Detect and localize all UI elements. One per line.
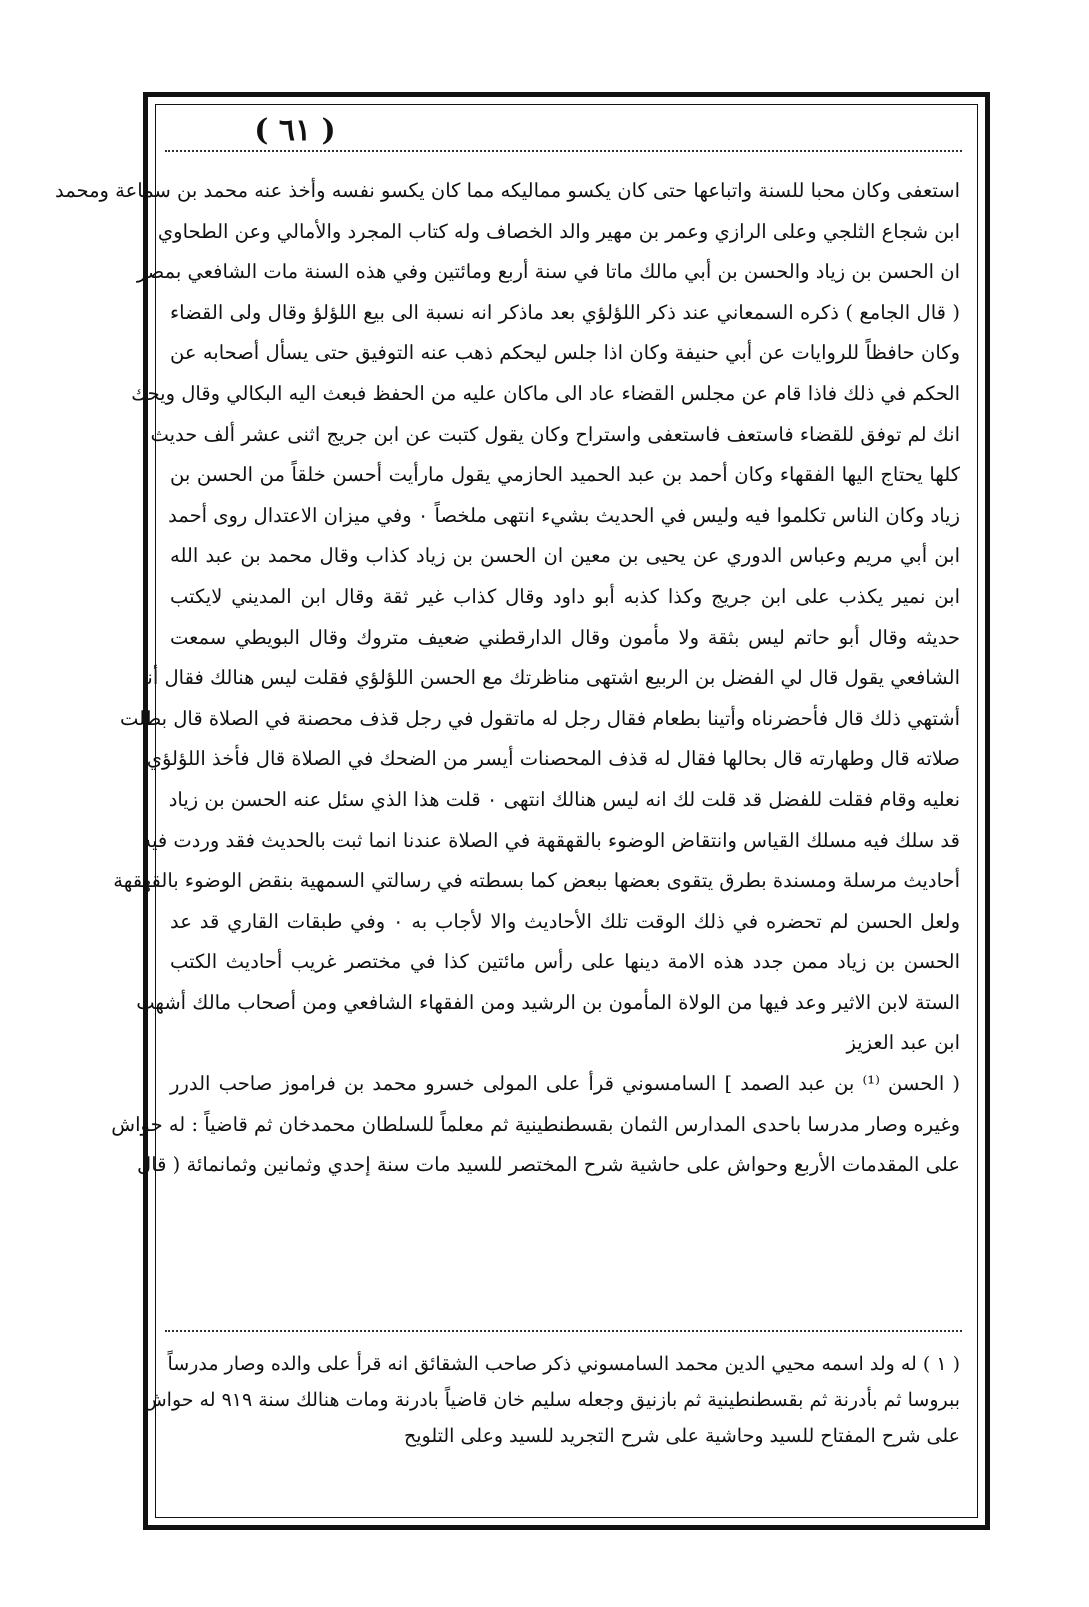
text-line: ( قال الجامع ) ذكره السمعاني عند ذكر اللؤلؤي بعد ماذكر انه نسبة الى بيع اللؤلؤ وقال ولى القضاء [170,300,960,324]
text-line: ابن عبد العزيز [846,1031,960,1055]
text-line: انك لم توفق للقضاء فاستعف فاستعفى واستراح وكان يقول كتبت عن ابن جريج اثنى عشر ألف حديث [150,422,960,446]
footnote-line: ( ١ ) له ولد اسمه محيي الدين محمد السامسوني ذكر صاحب الشقائق انه قرأ على والده وصار مدرساً [167,1353,960,1375]
page-number: ( ٦١ ) [254,113,336,148]
text-line: الحكم في ذلك فاذا قام عن مجلس القضاء عاد الى ماكان عليه من الحفظ فبعث اليه البكالي وقال ويحك [131,381,960,405]
text-line: كلها يحتاج اليها الفقهاء وكان أحمد بن عبد الحميد الحازمي يقول مارأيت أحسن خلقاً من الحسن بن [170,463,960,487]
text-line: حديثه وقال أبو حاتم ليس بثقة ولا مأمون وقال الدارقطني ضعيف متروك وقال البويطي سمعت [170,625,960,649]
text-line: ابن أبي مريم وعباس الدوري عن يحيى بن معين ان الحسن بن زياد كذاب وقال محمد بن عبد الله [170,544,960,568]
text-line: ابن نمير يكذب على ابن جريج وكذا كذبه أبو داود وقال كذاب غير ثقة وقال ابن المديني لايكتب [170,584,960,608]
text-line: ان الحسن بن زياد والحسن بن أبي مالك ماتا في سنة أربع ومائتين وفي هذه السنة مات الشافعي بمصر [136,260,960,284]
text-line: الحسن بن زياد ممن جدد هذه الامة دينها على رأس مائتين كذا في مختصر غريب أحاديث الكتب [170,950,960,974]
header-divider [165,150,962,152]
text-line: أحاديث مرسلة ومسندة بطرق يتقوى بعضها ببعض كما بسطته في رسالتي السمهية بنقض الوضوء بالقهقهة [113,869,960,893]
text-line: وغيره وصار مدرسا باحدى المدارس الثمان بقسطنطينية ثم معلماً للسلطان محمدخان ثم قاضياً : له حواش [111,1112,960,1136]
text-line: زياد وكان الناس تكلموا فيه وليس في الحديث بشيء انتهى ملخصاً ٠ وفي ميزان الاعتدال روى أحمد [168,503,960,527]
text-line: وكان حافظاً للروايات عن أبي حنيفة وكان اذا جلس ليحكم ذهب عنه التوفيق حتى يسأل أصحابه عن [170,341,960,365]
text-line: ابن شجاع الثلجي وعلى الرازي وعمر بن مهير والد الخصاف وله كتاب المجرد والأمالي وعن الطحاوي [157,219,960,243]
text-line: نعليه وقام فقلت للفضل قد قلت لك انه ليس هنالك انتهى ٠ قلت هذا الذي سئل عنه الحسن بن زياد [168,787,960,811]
entry-heading-line: ( الحسن ⁽¹⁾ بن عبد الصمد ] السامسوني قرأ على المولى خسرو محمد بن فراموز صاحب الدرر [170,1072,960,1096]
text-line: على المقدمات الأربع وحواش على حاشية شرح المختصر للسيد مات سنة إحدي وثمانين وثمانمائة ( قال [137,1153,960,1177]
footnote-line: على شرح المفتاح للسيد وحاشية على شرح التجريد للسيد وعلى التلويح [403,1425,960,1447]
text-line: أشتهي ذلك قال فأحضرناه وأتينا بطعام فقال رجل له ماتقول في رجل قذف محصنة في الصلاة قال بطلت [119,706,960,730]
footnote-divider [165,1330,962,1332]
main-text-block [55,171,960,1186]
text-line: استعفى وكان محبا للسنة واتباعها حتى كان يكسو مماليكه مما كان يكسو نفسه وأخذ عنه محمد بن سماعة ومحمد [55,179,960,202]
text-line: الستة لابن الاثير وعد فيها من الولاة المأمون بن الرشيد ومن الفقهاء الشافعي ومن أصحاب مالك أشهب [136,990,960,1014]
text-line: قد سلك فيه مسلك القياس وانتقاض الوضوء بالقهقهة في الصلاة عندنا انما ثبت بالحديث فقد وردت فيه [141,828,960,852]
footnote-line: ببروسا ثم بأدرنة ثم بقسطنطينية ثم بازنيق وجعله سليم خان قاضياً بادرنة ومات هنالك سنة ٩١٩ له حواش [143,1389,960,1411]
text-line: الشافعي يقول قال لي الفضل بن الربيع اشتهى مناظرتك مع الحسن اللؤلؤي فقلت ليس هنالك فقال أنا [141,666,960,690]
text-line: ولعل الحسن لم تحضره في ذلك الوقت تلك الأحاديث والا لأجاب به ٠ وفي طبقات القاري قد عد [170,909,960,933]
text-line: صلاته قال وطهارته قال بحالها فقال له قذف المحصنات أيسر من الضحك في الصلاة قال فأخذ اللؤلؤي [146,747,960,771]
footnote-block [143,1346,960,1454]
